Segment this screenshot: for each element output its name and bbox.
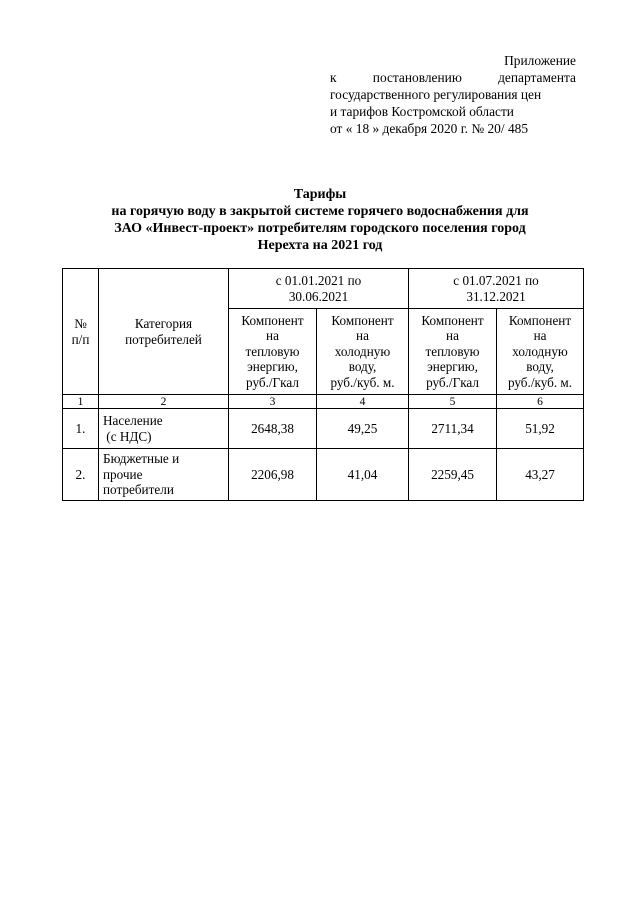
index-row: [63, 395, 584, 409]
value-cell: 2206,98: [229, 449, 317, 501]
appendix-block: [330, 52, 576, 137]
row-num: 1.: [63, 409, 99, 449]
index-cell: 5: [409, 395, 497, 409]
title-line: Тарифы: [293, 187, 347, 202]
appendix-line: от « 18 » декабря 2020 г. № 20/ 485: [330, 121, 529, 136]
header-heat-component: Компонент на тепловую энергию, руб./Гкал: [409, 309, 497, 395]
row-category: Бюджетные и прочие потребители: [99, 449, 229, 501]
appendix-line: к постановлению департамента: [330, 70, 576, 85]
title-line: Нерехта на 2021 год: [257, 238, 383, 253]
index-cell: 1: [63, 395, 99, 409]
table-row: [63, 449, 584, 501]
index-cell: 3: [229, 395, 317, 409]
header-category: Категория потребителей: [99, 269, 229, 395]
value-cell: 2711,34: [409, 409, 497, 449]
value-cell: 43,27: [497, 449, 584, 501]
header-cold-component: Компонент на холодную воду, руб./куб. м.: [497, 309, 584, 395]
tariffs-table: [62, 268, 584, 501]
header-row: [63, 269, 584, 309]
header-cold-component: Компонент на холодную воду, руб./куб. м.: [317, 309, 409, 395]
index-cell: 6: [497, 395, 584, 409]
header-period-2: с 01.07.2021 по 31.12.2021: [409, 269, 584, 309]
header-period-1: с 01.01.2021 по 30.06.2021: [229, 269, 409, 309]
row-category: Население (с НДС): [99, 409, 229, 449]
row-num: 2.: [63, 449, 99, 501]
index-cell: 2: [99, 395, 229, 409]
document-title: [60, 186, 580, 254]
header-num: № п/п: [63, 269, 99, 395]
appendix-line: Приложение: [504, 53, 576, 68]
appendix-line: государственного регулирования цен: [330, 87, 542, 102]
table-row: [63, 409, 584, 449]
value-cell: 49,25: [317, 409, 409, 449]
index-cell: 4: [317, 395, 409, 409]
appendix-line: и тарифов Костромской области: [330, 104, 514, 119]
value-cell: 51,92: [497, 409, 584, 449]
value-cell: 2259,45: [409, 449, 497, 501]
header-heat-component: Компонент на тепловую энергию, руб./Гкал: [229, 309, 317, 395]
title-line: ЗАО «Инвест-проект» потребителям городского поселения город: [114, 221, 526, 236]
title-line: на горячую воду в закрытой системе горячего водоснабжения для: [111, 204, 529, 219]
value-cell: 41,04: [317, 449, 409, 501]
value-cell: 2648,38: [229, 409, 317, 449]
